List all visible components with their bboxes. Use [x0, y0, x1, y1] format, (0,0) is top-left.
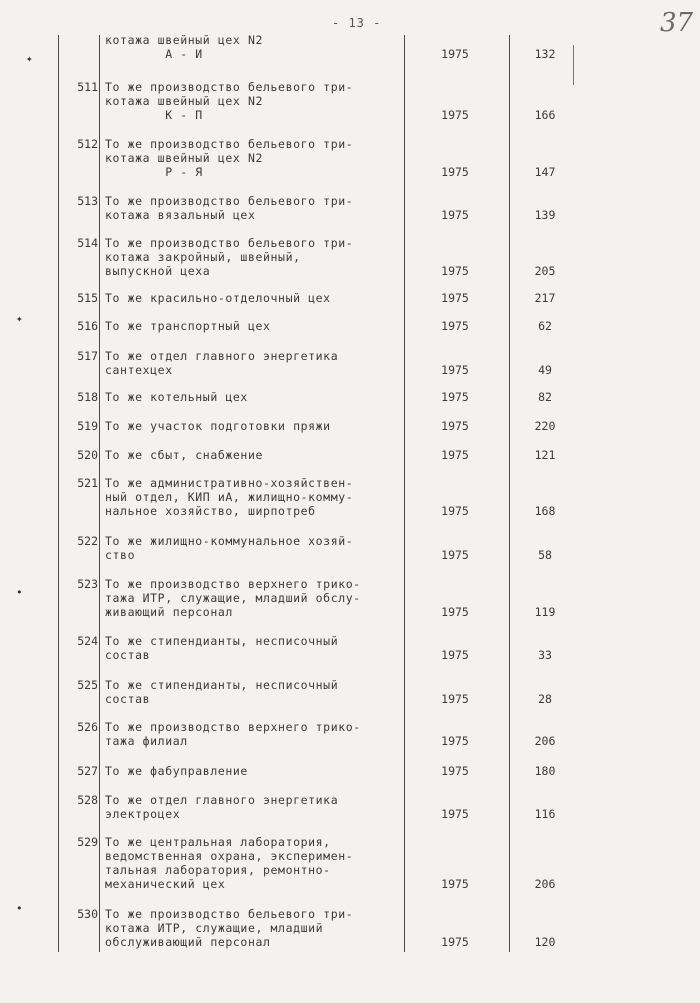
description-line: То же котельный цех [105, 390, 248, 404]
row-year: 1975 [441, 605, 469, 619]
margin-mark: ✦ [26, 52, 33, 65]
archive-sheet-number: 37 [660, 8, 694, 38]
description-line: котажа швейный цех N2 [105, 33, 263, 47]
description-line: сантехцех [105, 363, 173, 377]
row-count: 217 [534, 291, 556, 305]
margin-mark: ✦ [16, 312, 23, 325]
description-line: То же стипендианты, несписочный [105, 678, 339, 692]
description-line: То же фабуправление [105, 764, 248, 778]
row-count: 119 [534, 605, 556, 619]
table-divider-number [99, 35, 100, 952]
row-description [105, 476, 403, 518]
row-description [105, 291, 403, 305]
row-number: 520 [77, 448, 98, 462]
row-year: 1975 [441, 419, 469, 433]
description-line: То же участок подготовки пряжи [105, 419, 331, 433]
row-number: 523 [77, 577, 98, 591]
row-description [105, 634, 403, 662]
description-line: котажа вязальный цех [105, 208, 256, 222]
description-line: котажа закройный, швейный, [105, 250, 301, 264]
description-line: котажа швейный цех N2 [105, 94, 263, 108]
description-line: живающий персонал [105, 605, 233, 619]
row-description [105, 764, 403, 778]
description-line: ный отдел, КИП иА, жилищно-комму- [105, 490, 354, 504]
description-line: электроцех [105, 807, 181, 821]
description-line: То же производство бельевого три- [105, 194, 354, 208]
row-description [105, 720, 403, 748]
description-line: котажа швейный цех N2 [105, 151, 263, 165]
description-line: То же производство бельевого три- [105, 236, 354, 250]
row-count: 120 [534, 935, 556, 949]
description-line: ство [105, 548, 136, 562]
description-line: механический цех [105, 877, 226, 891]
description-line: тальная лаборатория, ремонтно- [105, 863, 331, 877]
description-line: То же отдел главного энергетика [105, 349, 339, 363]
row-number: 522 [77, 534, 98, 548]
row-description [105, 349, 403, 377]
row-count: 180 [534, 764, 556, 778]
row-year: 1975 [441, 734, 469, 748]
description-line: То же производство бельевого три- [105, 80, 354, 94]
description-line: нальное хозяйство, ширпотреб [105, 504, 316, 518]
row-number: 514 [77, 236, 98, 250]
row-count: 168 [534, 504, 556, 518]
row-description [105, 534, 403, 562]
row-count: 49 [538, 363, 552, 377]
row-description [105, 678, 403, 706]
row-count: 82 [538, 390, 552, 404]
description-line: То же административно-хозяйствен- [105, 476, 354, 490]
row-description [105, 419, 403, 433]
description-line: котажа ИТР, служащие, младший [105, 921, 324, 935]
row-number: 524 [77, 634, 98, 648]
description-line: То же жилищно-коммунальное хозяй- [105, 534, 354, 548]
description-line: тажа филиал [105, 734, 188, 748]
description-line: То же центральная лаборатория, [105, 835, 331, 849]
row-description [105, 33, 403, 61]
description-line: То же производство верхнего трико- [105, 720, 361, 734]
row-year: 1975 [441, 165, 469, 179]
description-line: состав [105, 692, 151, 706]
description-line: То же транспортный цех [105, 319, 271, 333]
description-line: выпускной цеха [105, 264, 211, 278]
row-number: 513 [77, 194, 98, 208]
row-count: 33 [538, 648, 552, 662]
table-divider-year [509, 35, 510, 952]
description-line: То же производство верхнего трико- [105, 577, 361, 591]
row-description [105, 390, 403, 404]
page-number: - 13 - [332, 16, 382, 30]
row-count: 147 [534, 165, 556, 179]
description-line: То же сбыт, снабжение [105, 448, 263, 462]
row-number: 528 [77, 793, 98, 807]
row-count: 121 [534, 448, 556, 462]
row-count: 62 [538, 319, 552, 333]
row-number: 518 [77, 390, 98, 404]
row-year: 1975 [441, 764, 469, 778]
row-description [105, 793, 403, 821]
row-year: 1975 [441, 692, 469, 706]
row-year: 1975 [441, 47, 469, 61]
description-line: То же производство бельевого три- [105, 137, 354, 151]
description-line: обслуживающий персонал [105, 935, 271, 949]
description-line: Р - Я [105, 165, 203, 179]
row-year: 1975 [441, 648, 469, 662]
row-year: 1975 [441, 390, 469, 404]
row-description [105, 194, 403, 222]
row-year: 1975 [441, 208, 469, 222]
row-number: 517 [77, 349, 98, 363]
row-count: 166 [534, 108, 556, 122]
description-line: То же красильно-отделочный цех [105, 291, 331, 305]
row-number: 516 [77, 319, 98, 333]
description-line: ведомственная охрана, эксперимен- [105, 849, 354, 863]
row-count: 116 [534, 807, 556, 821]
table-divider-description [404, 35, 405, 952]
row-count: 220 [534, 419, 556, 433]
description-line: То же производство бельевого три- [105, 907, 354, 921]
row-year: 1975 [441, 877, 469, 891]
row-description [105, 835, 403, 891]
row-year: 1975 [441, 504, 469, 518]
row-description [105, 236, 403, 278]
row-description [105, 137, 403, 179]
row-year: 1975 [441, 935, 469, 949]
row-number: 515 [77, 291, 98, 305]
row-number: 526 [77, 720, 98, 734]
row-number: 521 [77, 476, 98, 490]
row-year: 1975 [441, 448, 469, 462]
description-line: К - П [105, 108, 203, 122]
row-description [105, 907, 403, 949]
row-description [105, 448, 403, 462]
row-count: 139 [534, 208, 556, 222]
row-number: 525 [77, 678, 98, 692]
margin-mark: • [16, 902, 23, 915]
description-line: состав [105, 648, 151, 662]
description-line: А - И [105, 47, 203, 61]
row-count: 28 [538, 692, 552, 706]
row-count: 206 [534, 734, 556, 748]
description-line: То же стипендианты, несписочный [105, 634, 339, 648]
row-number: 519 [77, 419, 98, 433]
row-count: 132 [534, 47, 556, 61]
row-number: 527 [77, 764, 98, 778]
row-number: 530 [77, 907, 98, 921]
row-year: 1975 [441, 108, 469, 122]
row-year: 1975 [441, 319, 469, 333]
description-line: То же отдел главного энергетика [105, 793, 339, 807]
row-count: 206 [534, 877, 556, 891]
row-description [105, 577, 403, 619]
row-year: 1975 [441, 291, 469, 305]
row-number: 511 [77, 80, 98, 94]
row-count: 58 [538, 548, 552, 562]
row-count: 205 [534, 264, 556, 278]
row-year: 1975 [441, 807, 469, 821]
row-year: 1975 [441, 363, 469, 377]
row-year: 1975 [441, 548, 469, 562]
description-line: тажа ИТР, служащие, младший обслу- [105, 591, 361, 605]
row-description [105, 80, 403, 122]
row-year: 1975 [441, 264, 469, 278]
row-number: 512 [77, 137, 98, 151]
margin-mark: • [16, 586, 23, 599]
row-number: 529 [77, 835, 98, 849]
row-description [105, 319, 403, 333]
table-border-left [58, 35, 59, 952]
